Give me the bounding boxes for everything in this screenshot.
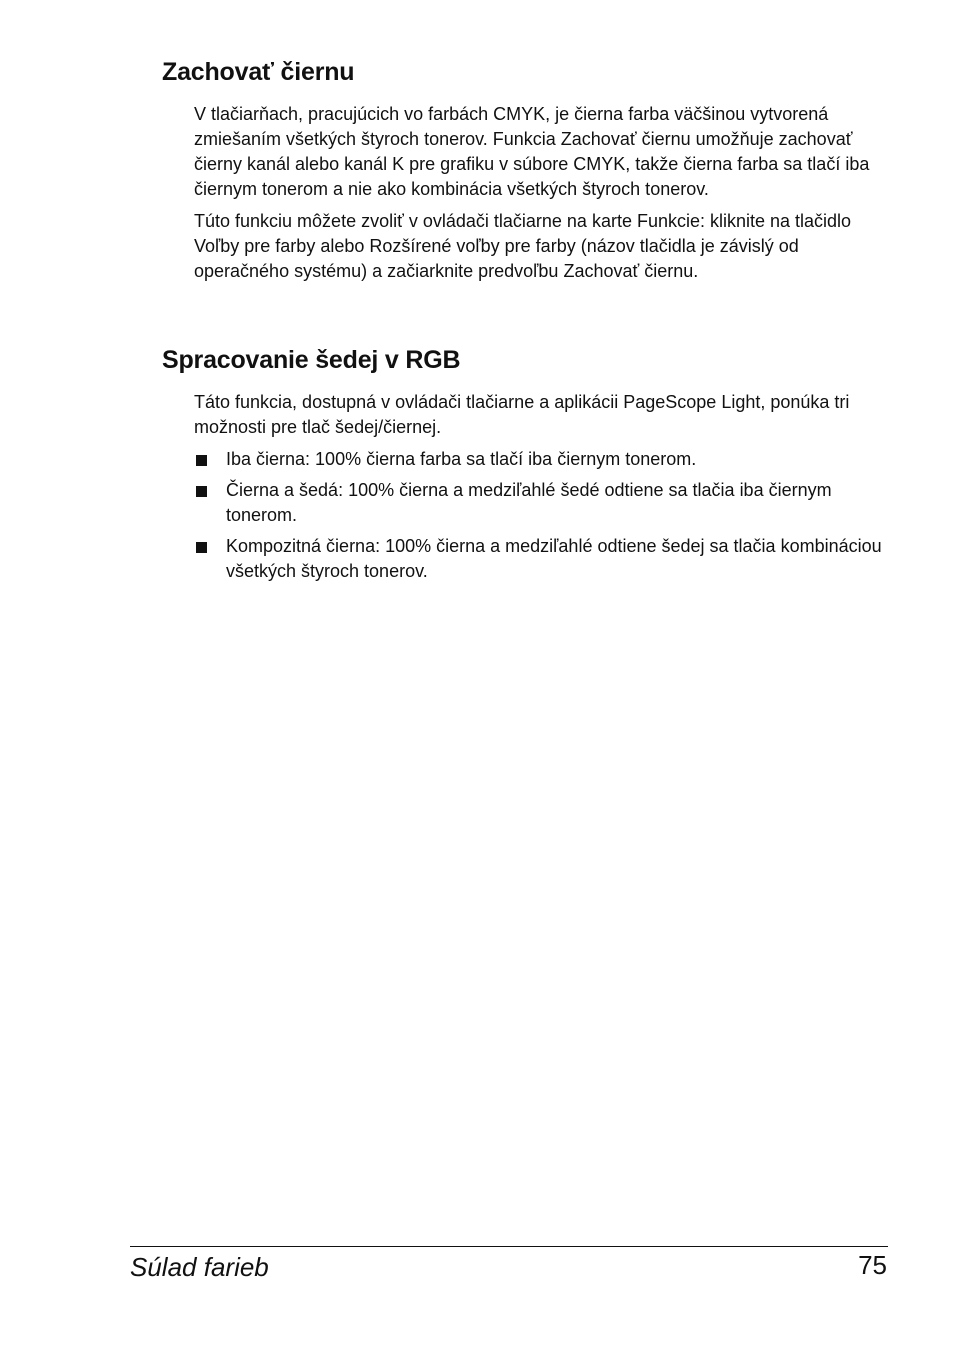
section-body <box>194 102 882 284</box>
paragraph: Táto funkcia, dostupná v ovládači tlačiarne a aplikácii PageScope Light, ponúka tri možnosti pre tlač šedej/čiernej. <box>194 392 850 437</box>
square-bullet-icon <box>196 486 207 497</box>
paragraph: Túto funkciu môžete zvoliť v ovládači tlačiarne na karte Funkcie: kliknite na tlačidlo Voľby pre farby alebo Rozšírené voľby pre farby (názov tlačidla je závislý od operačného systému) a začiarknite predvoľbu Zachovať čiernu. <box>194 211 852 281</box>
list-item <box>194 534 882 584</box>
footer-divider <box>130 1246 888 1247</box>
footer-chapter-title: Súlad farieb <box>130 1252 269 1282</box>
section-rgb-gray <box>162 345 882 590</box>
list-item-text: Kompozitná čierna: 100% čierna a medziľahlé odtiene šedej sa tlačia kombináciou všetkých štyroch tonerov. <box>226 536 882 581</box>
square-bullet-icon <box>196 542 207 553</box>
paragraph: V tlačiarňach, pracujúcich vo farbách CMYK, je čierna farba väčšinou vytvorená zmiešaním všetkých štyroch tonerov. Funkcia Zachovať čiernu umožňuje zachovať čierny kanál alebo kanál K pre grafiku v súbore CMYK, takže čierna farba sa tlačí iba čiernym tonerom a nie ako kombinácia všetkých štyroch tonerov. <box>194 104 870 199</box>
section-preserve-black <box>162 57 882 284</box>
bullet-list <box>194 447 882 584</box>
page-number: 75 <box>858 1250 887 1280</box>
list-item <box>194 478 882 528</box>
list-item-text: Iba čierna: 100% čierna farba sa tlačí iba čiernym tonerom. <box>226 449 697 469</box>
square-bullet-icon <box>196 455 207 466</box>
section-heading: Zachovať čiernu <box>162 58 355 86</box>
section-body <box>194 390 882 584</box>
section-heading: Spracovanie šedej v RGB <box>162 346 461 374</box>
list-item <box>194 447 882 472</box>
list-item-text: Čierna a šedá: 100% čierna a medziľahlé šedé odtiene sa tlačia iba čiernym tonerom. <box>226 480 832 525</box>
